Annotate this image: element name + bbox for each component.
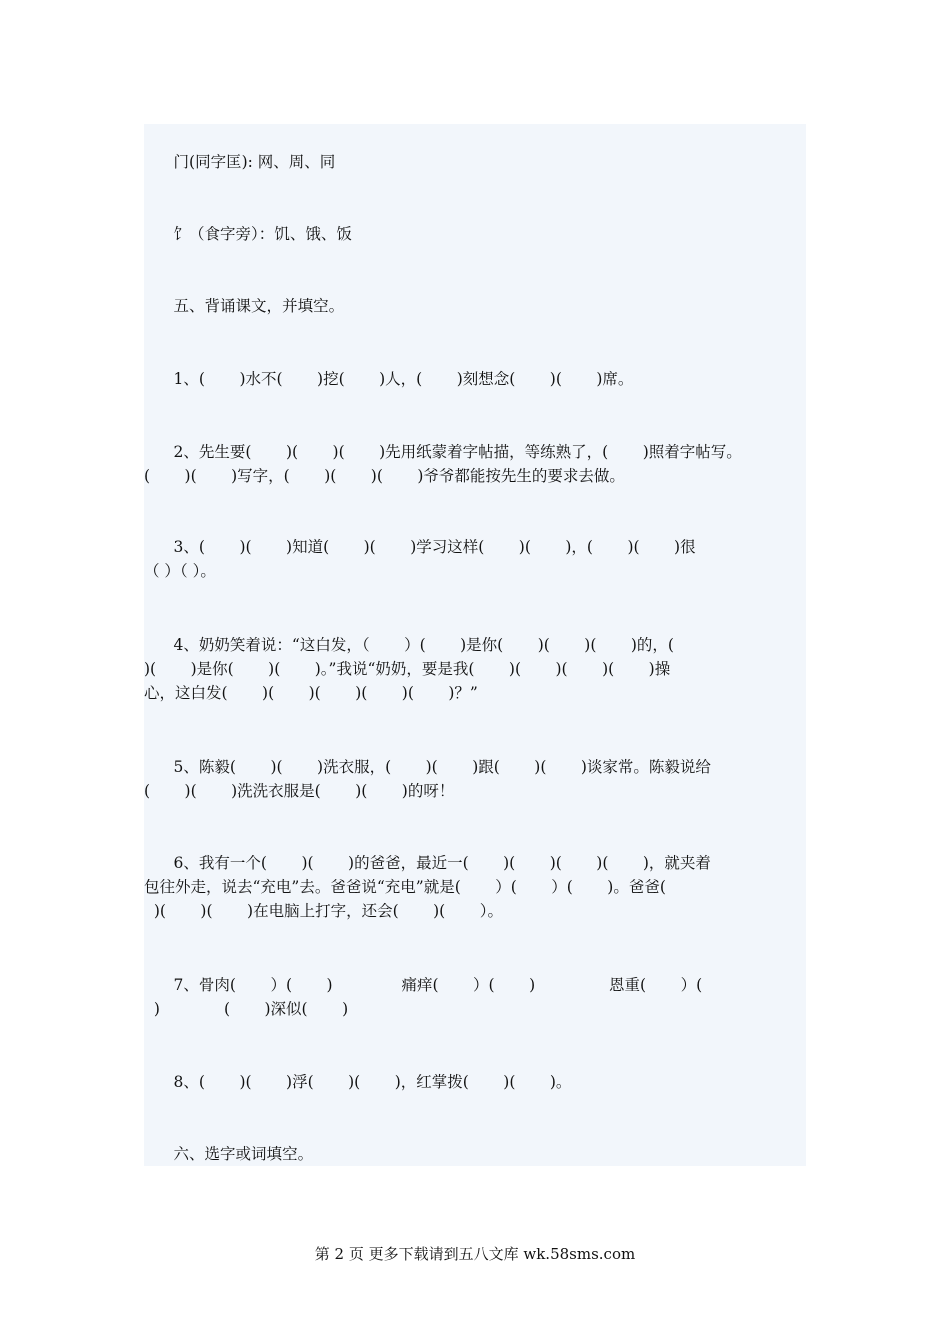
text-line: 2、先生要( )( )( )先用纸蒙着字帖描，等练熟了，( )照着字帖写。 [144,443,742,461]
document-content [144,124,806,1166]
text-line: 3、( )( )知道( )( )学习这样( )( )，( )( )很 [144,538,696,556]
text-line: 5、陈毅( )( )洗衣服，( )( )跟( )( )谈家常。陈毅说给 [144,758,711,776]
text-line: 饣（食字旁）：饥、饿、饭 [144,225,352,243]
text-line: 6、我有一个( )( )的爸爸，最近一( )( )( )( )，就夹着 [144,854,711,872]
text-line: 1、( )水不( )挖( )人，( )刻想念( )( )席。 [144,370,634,388]
text-line: 7、骨肉( ）( ) 痛痒( ）( ) 恩重( ）( [144,976,703,994]
text-line: ( )( )写字，( )( )( )爷爷都能按先生的要求去做。 [144,467,625,485]
text-line: 4、奶奶笑着说：“这白发，（ ）( )是你( )( )( )的，( [144,636,674,654]
text-line: 8、( )( )浮( )( )，红掌拨( )( )。 [144,1073,572,1091]
text-line: ) ( )深似( ) [144,1000,349,1018]
section-heading: 五、背诵课文，并填空。 [144,297,345,315]
text-line: （ ）（ ）。 [144,562,216,580]
section-heading: 六、选字或词填空。 [144,1145,314,1163]
text-line: ( )( )洗洗衣服是( )( )的呀！ [144,782,455,800]
text-line: )( )是你( )( )。”我说“奶奶，要是我( )( )( )( )操 [144,660,671,678]
text-line: 包往外走，说去“充电”去。爸爸说“充电”就是( ）( ）( )。爸爸( [144,878,666,896]
text-line: )( )( )在电脑上打字，还会( )( ）。 [144,902,503,920]
page-footer: 第 2 页 更多下载请到五八文库 wk.58sms.com [314,1245,636,1263]
text-line: 心，这白发( )( )( )( )( )？” [144,684,478,702]
text-line: 门(同字匡): 网、周、同 [144,153,336,171]
